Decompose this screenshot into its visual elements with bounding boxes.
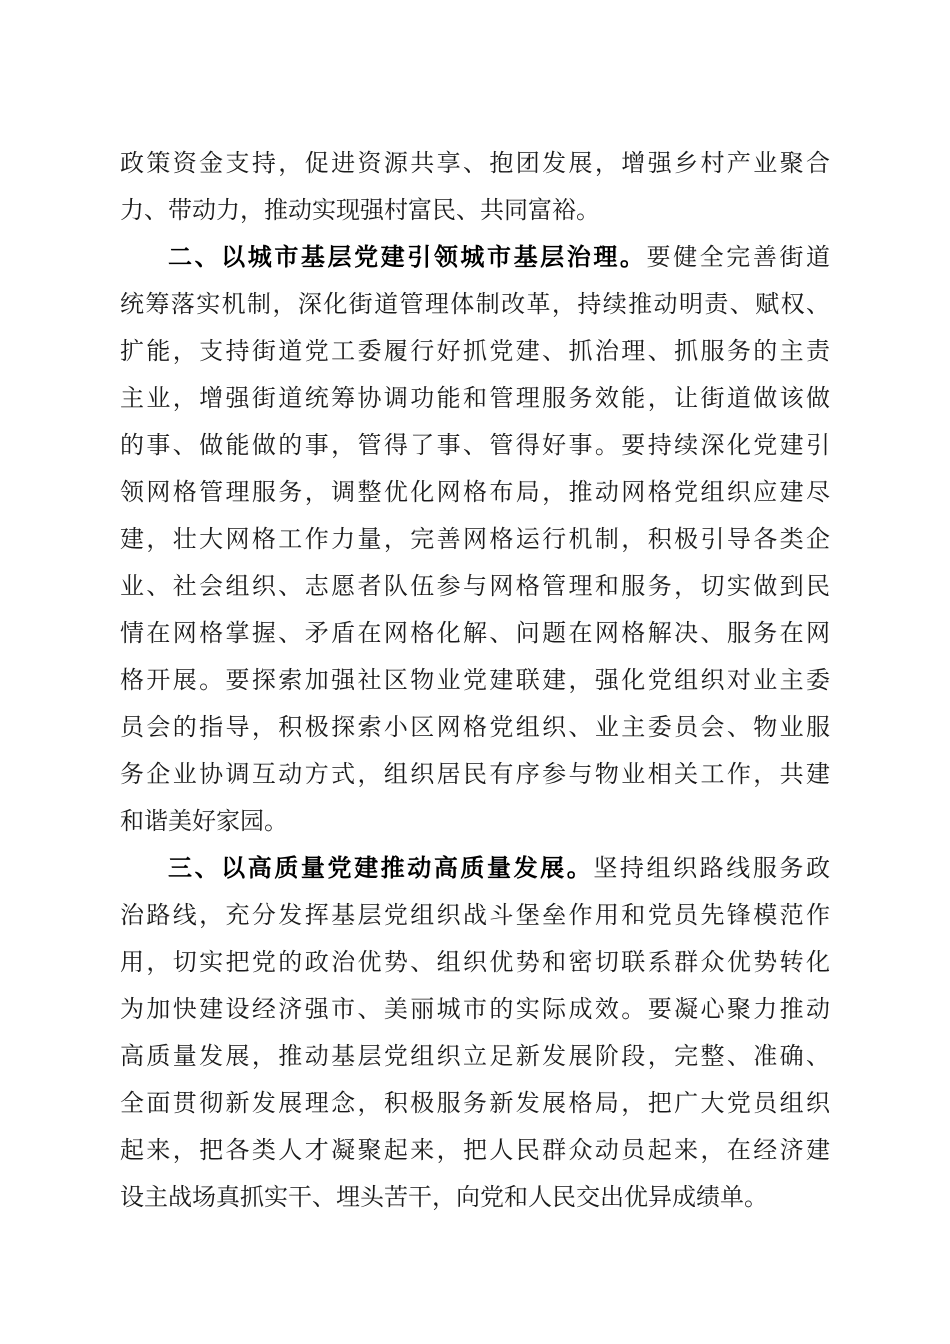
paragraph-3 [120, 845, 830, 1221]
text-line: 统筹落实机制，深化街道管理体制改革，持续推动明责、赋权、 [120, 290, 830, 318]
section-heading: 三、以高质量党建推动高质量发展。 [168, 854, 594, 882]
text-line: 员会的指导，积极探索小区网格党组织、业主委员会、物业服 [120, 713, 830, 741]
text-line: 设主战场真抓实干、埋头苦干，向党和人民交出优异成绩单。 [120, 1183, 768, 1211]
section-heading: 二、以城市基层党建引领城市基层治理。 [168, 243, 647, 271]
text-line: 务企业协调互动方式，组织居民有序参与物业相关工作，共建 [120, 760, 830, 788]
text-line: 用，切实把党的政治优势、组织优势和密切联系群众优势转化 [120, 948, 830, 976]
text-line: 格开展。要探索加强社区物业党建联建，强化党组织对业主委 [120, 666, 830, 694]
text-line: 全面贯彻新发展理念，积极服务新发展格局，把广大党员组织 [120, 1089, 830, 1117]
text-line: 起来，把各类人才凝聚起来，把人民群众动员起来，在经济建 [120, 1136, 830, 1164]
text-line: 领网格管理服务，调整优化网格布局，推动网格党组织应建尽 [120, 478, 830, 506]
text-run: 要健全完善街道 [646, 243, 830, 271]
document-body [120, 140, 830, 1221]
text-line: 高质量发展，推动基层党组织立足新发展阶段，完整、准确、 [120, 1042, 830, 1070]
text-run: 坚持组织路线服务政 [593, 854, 831, 882]
text-line: 和谐美好家园。 [120, 807, 288, 835]
text-line: 的事、做能做的事，管得了事、管得好事。要持续深化党建引 [120, 431, 830, 459]
paragraph-1 [120, 140, 830, 234]
paragraph-first-line [120, 845, 830, 892]
paragraph-first-line [120, 234, 830, 281]
text-line: 力、带动力，推动实现强村富民、共同富裕。 [120, 196, 600, 224]
text-line: 治路线，充分发挥基层党组织战斗堡垒作用和党员先锋模范作 [120, 901, 830, 929]
text-line: 扩能，支持街道党工委履行好抓党建、抓治理、抓服务的主责 [120, 337, 830, 365]
text-line: 建，壮大网格工作力量，完善网格运行机制，积极引导各类企 [120, 525, 830, 553]
paragraph-2 [120, 234, 830, 845]
text-line: 主业，增强街道统筹协调功能和管理服务效能，让街道做该做 [120, 384, 830, 412]
text-line: 业、社会组织、志愿者队伍参与网格管理和服务，切实做到民 [120, 572, 830, 600]
text-line: 政策资金支持，促进资源共享、抱团发展，增强乡村产业聚合 [120, 149, 830, 177]
text-line: 情在网格掌握、矛盾在网格化解、问题在网格解决、服务在网 [120, 619, 830, 647]
text-line: 为加快建设经济强市、美丽城市的实际成效。要凝心聚力推动 [120, 995, 830, 1023]
